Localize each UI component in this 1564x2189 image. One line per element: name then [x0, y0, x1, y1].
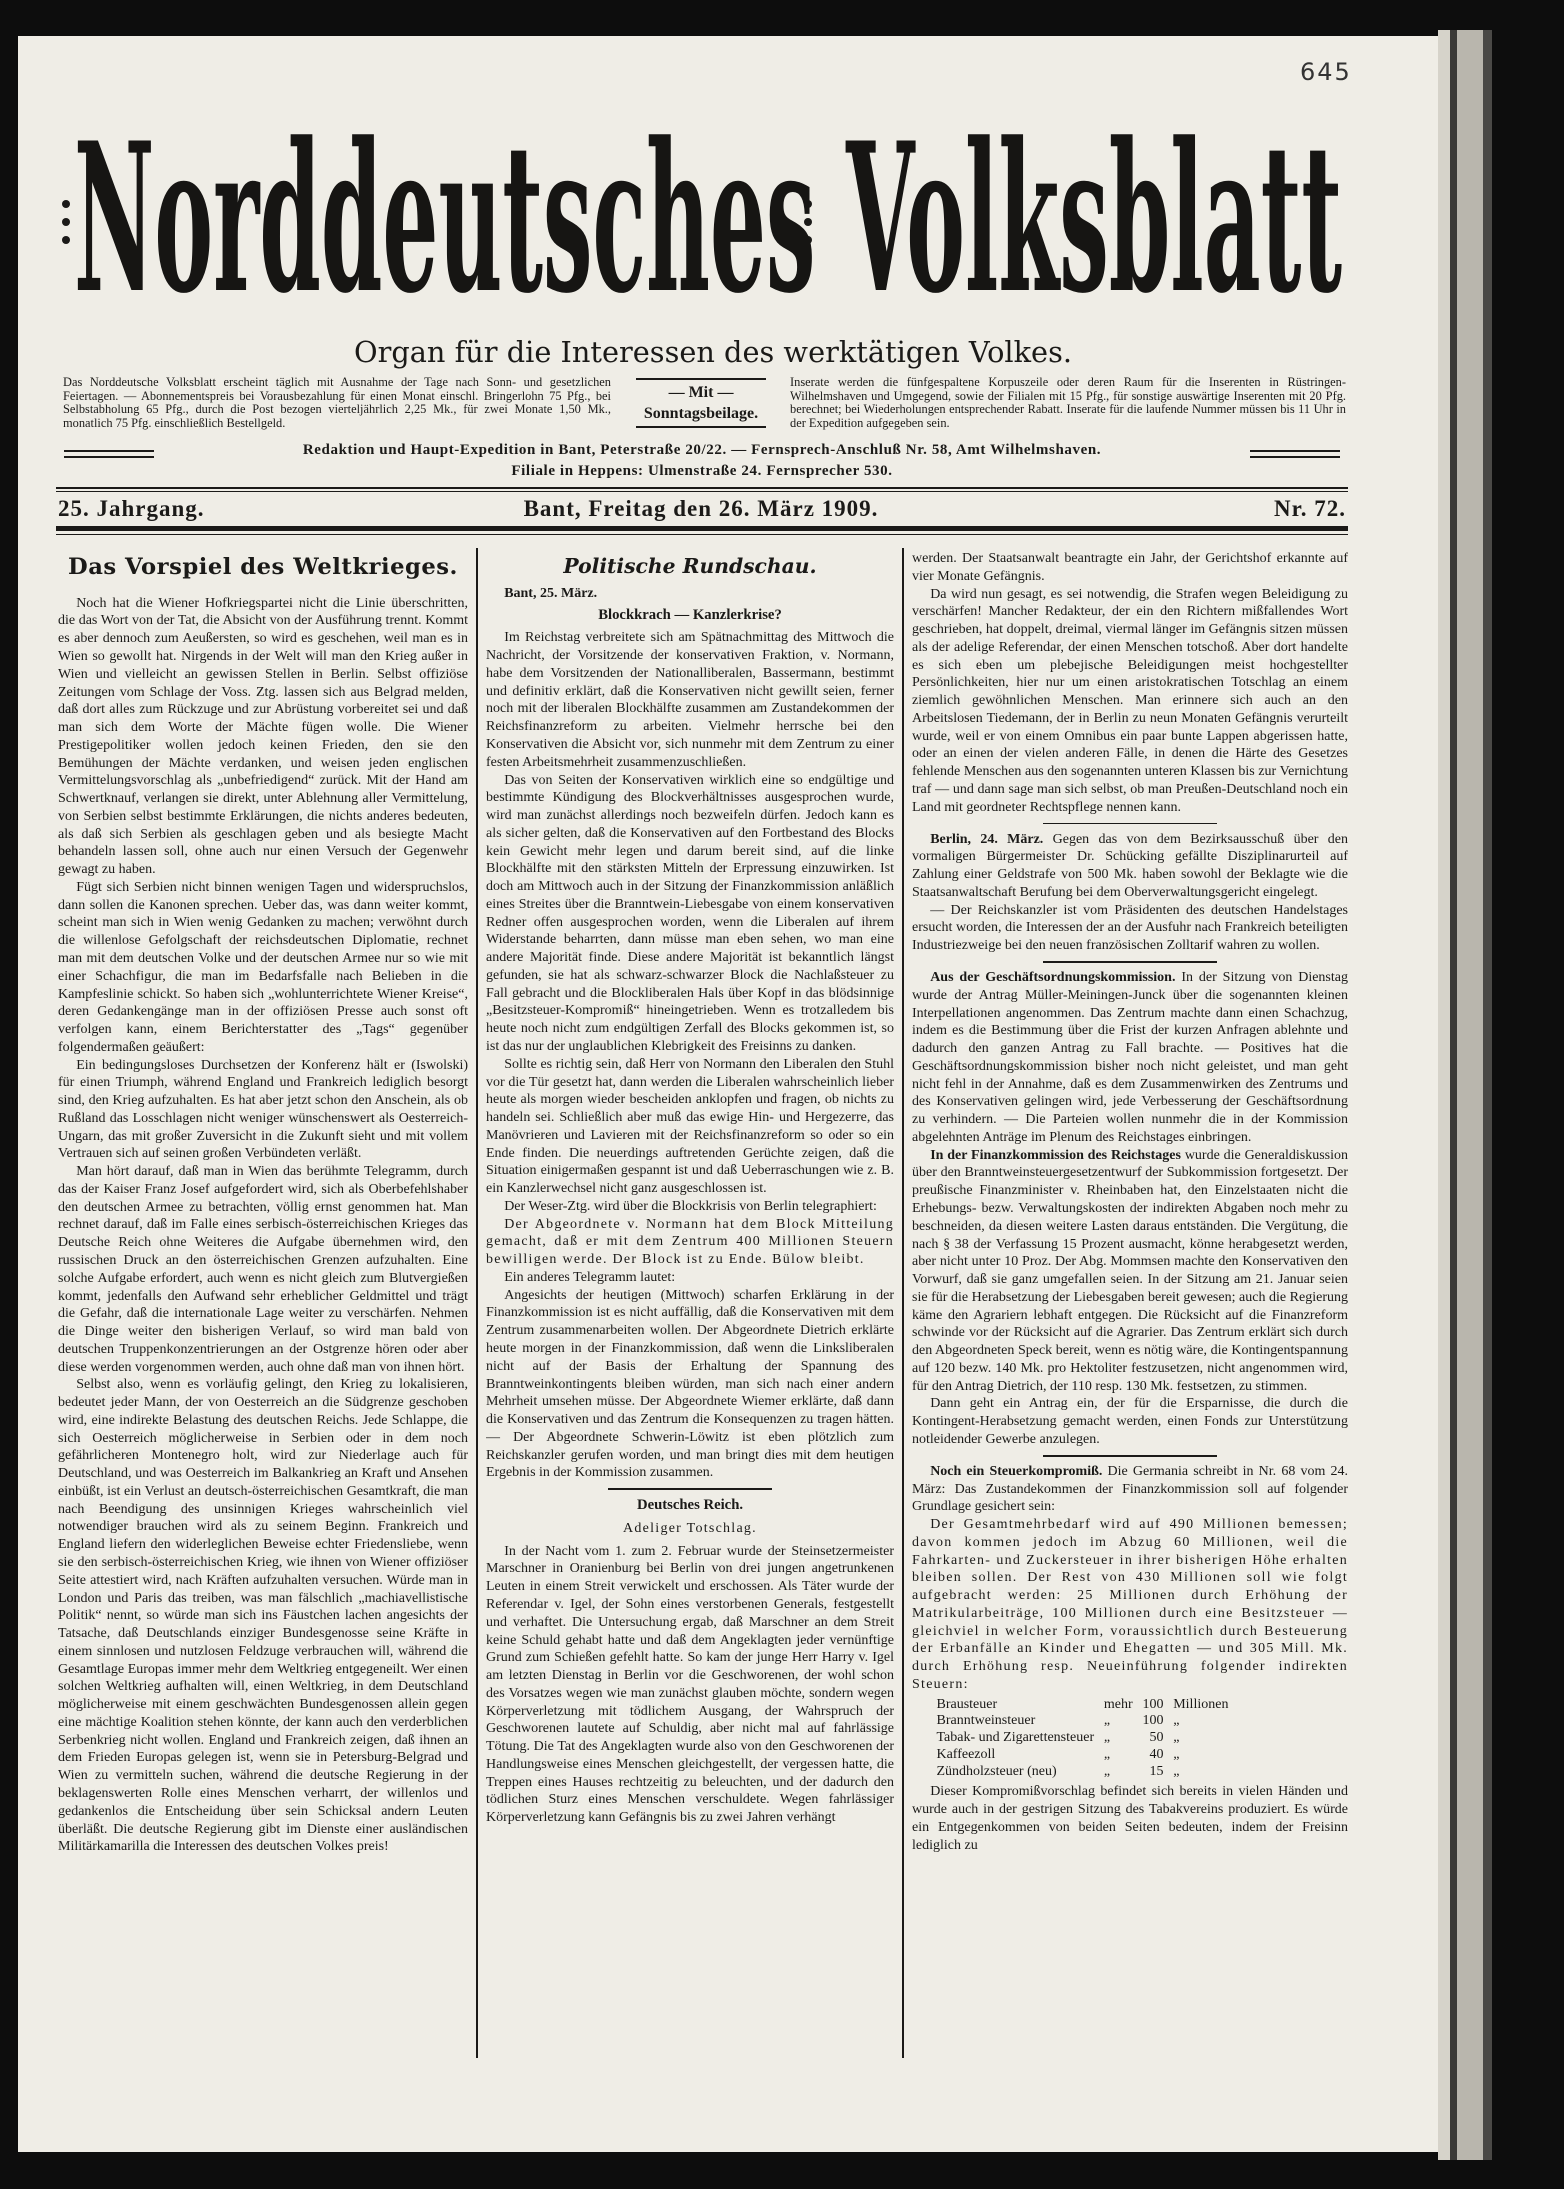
- tax-unit: Millionen: [1173, 1696, 1229, 1712]
- tax-amount: 40: [1149, 1746, 1164, 1762]
- article-subheading: Blockkrach — Kanzlerkrise?: [598, 606, 782, 623]
- binding-edge: [1438, 30, 1450, 2160]
- column-separator: [902, 548, 904, 2058]
- table-row: [932, 1747, 1234, 1764]
- tax-unit: „: [1173, 1763, 1180, 1779]
- article-paragraph: Dieser Kompromißvorschlag befindet sich bereits in vielen Händen und wurde auch in der gestrigen Sitzung des Tabakvereins produziert. Es würde ein Entgegenkommen von beiden Seiten bedeuten, indem der Freisinn lediglich zu: [912, 1784, 1348, 1853]
- tax-prefix: „: [1103, 1713, 1111, 1729]
- supplement-title: Sonntagsbeilage.: [643, 405, 759, 422]
- tax-prefix: mehr: [1103, 1696, 1133, 1712]
- tax-table: [932, 1697, 1234, 1781]
- masthead: [60, 112, 1350, 330]
- page-number: 645: [1300, 58, 1352, 86]
- supplement-note: [622, 376, 780, 436]
- news-body: Die Germania schreibt in Nr. 68 vom 24. März: Das Zustandekommen der Finanzkommission soll auf folgender Grundlage gesichert sein:: [912, 1463, 1348, 1515]
- divider-rule: [608, 1488, 771, 1490]
- divider-rule: [56, 491, 1348, 492]
- masthead-title: Norddeutsches Volksblatt: [74, 112, 1342, 330]
- news-lead: Aus der Geschäftsordnungskommission.: [930, 970, 1176, 986]
- article-paragraph: Da wird nun gesagt, es sei notwendig, die Strafen wegen Beleidigung zu verschärfen! Mancher Redakteur, der ein den Richtern mißfallendes Wort geschrieben, hat doppelt, dreimal, viermal länger im Gefängnis sitzen müssen als der adelige Referendar, der einen Menschen totschoß. Aber dort handelte es sich eben um plebejische Beleidigungen meist hochgestellter Persönlichkeiten, hier nur um einen aristokratischen Totschlag an einem ziemlich gewöhnlichen Menschen. Man erinnere sich auch an den Arbeitslosen Tiedemann, der in Berlin zu neun Monaten Gefängnis verurteilt wurde, weil er von einem Omnibus ein paar bunte Lappen abgerissen hatte, oder an einen der vielen anderen Fälle, in denen die Härte des Gesetzes fehlende Menschen aus den sogenannten unteren Klassen bis zur Vernichtung traf — und dann sage man sich selbst, ob man Preußen-Deutschland noch ein Land mit geordneter Rechtspflege nennen kann.: [912, 586, 1348, 815]
- tax-amount: 100: [1142, 1713, 1164, 1729]
- tax-prefix: „: [1103, 1746, 1111, 1762]
- article-paragraph: Selbst also, wenn es vorläufig gelingt, den Krieg zu lokalisieren, bedeutet jeder Mann, der von Oesterreich an die Südgrenze geschoben wird, eine indirekte Belastung des deutschen Reichs. Jede Schlappe, die sich Oesterreich möglicherweise in Serbien oder in dem noch gefährlicheren Montenegro holt, wird zur Niederlage auch für Deutschland, und was Oesterreich im Balkankrieg an Kraft und Ansehen einbüßt, ist ein Verlust an deutsch-österreichischen Gesamtkraft, die man nach Beendigung des unsinnigen Krieges wahrscheinlich viel notwendiger brauchen wird als zu seinem Beginn. Frankreich und England liefern den widerleglichen Beweise echter Friedensliebe, wenn sie den serbisch-österreichischen Krieg, wie ihnen von Wiener offiziöser Seite attestiert wird, nach Kräften aufzuhalten versuchen. Würde man in London und Paris das treiben, was man fälschlich „machiavellistische Politik“ nennt, so würde man sich ins Fäustchen lachen angesichts der Tatsache, daß Deutschlands einziger Bundesgenosse seine Kräfte in einem sinnlosen und nutzlosen Feldzuge verbrauchen will, während die Gesamtlage Europas immer mehr dem Weltkrieg entgegeneilt. Wer einen solchen Weltkrieg aufhalten will, einen Weltkrieg, in dem Deutschland möglicherweise mit einem geschwächten Bundesgenossen allein gegen eine mächtige Koalition stehen könnte, der kann auch den verderblichen Serbenkrieg nicht wollen. England und Frankreich zeigen, daß ihnen an dem Frieden Europas gelegen ist, wenn sie in Petersburg-Belgrad und Wien zu vermitteln suchen, während die deutsche Regierung in der beklagenswerten Rolle eines Menschen verharrt, der willenlos und gedankenlos die Entscheidung über sein Schicksal andern Leuten überläßt. Die deutsche Regierung gibt im Dienste einer ausländischen Militärkamarilla die Interessen des deutschen Volkes preis!: [58, 1377, 468, 1855]
- quoted-text: Der Gesamtmehrbedarf wird auf 490 Millionen bemessen; davon kommen jedoch im Abzug 60 Millionen, weil die Fahrkarten- und Zuckersteuer in ihrer bisherigen Höhe erhalten bleiben sollen. Der Rest von 430 Millionen soll wie folgt aufgebracht werden: 25 Millionen durch Erhöhung der Matrikularbeiträge, 100 Millionen durch eine Besitzsteuer — gleichviel in welcher Form, voraussichtlich durch Besteuerung der Erbanfälle an Kinder und Ehegatten — und 305 Mill. Mk. durch Erhöhung resp. Neueinführung folgender indirekten Steuern:: [912, 1517, 1348, 1692]
- article-paragraph: In der Nacht vom 1. zum 2. Februar wurde der Steinsetzermeister Marschner in Oranienburg bei Berlin von drei jungen angetrunkenen Leuten in einem Streit verwickelt und erschossen. Als Täter wurde der Referendar v. Igel, der Sohn eines verstorbenen Generals, festgestellt und verhaftet. Die Untersuchung ergab, daß Marschner an dem Streit keine Schuld gehabt hatte und daß dem Angeklagten jeder vernünftige Grund zum Schießen gefehlt hatte. So kam der junge Herr Harry v. Igel am letzten Dienstag in Berlin vor die Geschworenen, der wohl schon des Vorsatzes wegen wie man zunächst glauben möchte, sondern wegen Körperverletzung mit tödlichem Ausgang, der Wahrspruch der Geschworenen lautete auf Schuldig, aber nicht mal auf fahrlässige Tötung. Die Tat des Angeklagten wurde also von den Geschworenen der Handlungsweise eines Menschen gleichgestellt, der vergessen hatte, die Treppen eines Hauses rechtzeitig zu beleuchten, und der dadurch den tödlichen Sturz eines Menschen verschuldete. Wegen fahrlässiger Körperverletzung kann Gefängnis bis zu zwei Jahren verhängt: [486, 1543, 894, 1826]
- binding-edge: [1450, 30, 1457, 2160]
- column-1: [58, 550, 468, 2056]
- article-paragraph: Sollte es richtig sein, daß Herr von Normann den Liberalen den Stuhl vor die Tür gesetzt hat, dann werden die Liberalen wahrscheinlich lieber heute als morgen wieder bescheiden anklopfen und fragen, ob nichts zu handeln sei. Schließlich aber muß das ewige Hin- und Hergezerre, das Manövrieren und Lavieren mit der Reichsfinanzreform so oder so ein Ende finden. Die neuerdings auftretenden Gerüchte zeigen, daß die Situation einigermaßen gespannt ist und daß Ueberraschungen wie z. B. ein Kanzlerwechsel nicht ganz ausgeschlossen ist.: [486, 1056, 894, 1197]
- branch-address: Filiale in Heppens: Ulmenstraße 24. Fernsprecher 530.: [511, 463, 893, 479]
- news-lead: Noch ein Steuerkompromiß.: [930, 1463, 1103, 1479]
- issue-date: Bant, Freitag den 26. März 1909.: [523, 496, 879, 521]
- news-item: [912, 969, 1348, 1147]
- divider-rule: [1043, 823, 1217, 825]
- table-row: [932, 1764, 1234, 1781]
- volume-label: 25. Jahrgang.: [58, 496, 205, 521]
- tax-amount: 15: [1149, 1763, 1164, 1779]
- divider-rule: [1043, 1455, 1217, 1457]
- table-row: [932, 1713, 1234, 1730]
- divider-rule: [636, 426, 766, 428]
- tax-item: Zündholzsteuer (neu): [936, 1763, 1057, 1779]
- article-paragraph: Im Reichstag verbreitete sich am Spätnachmittag des Mittwoch die Nachricht, der Vorsitzende der konservativen Fraktion, v. Normann, habe dem Vorsitzenden der Nationalliberalen, Bassermann, bestimmt und definitiv erklärt, daß die Konservativen nicht gewillt seien, ferner noch mit der liberalen Blockhälfte zusammen am Zustandekommen der Reichsfinanzreform zu arbeiten. Vielmehr herrsche bei den Konservativen die Absicht vor, sich nunmehr mit dem Zentrum zu einer festen Arbeitsmehrheit zusammenzuschließen.: [486, 630, 894, 770]
- tax-item: Brausteuer: [936, 1696, 998, 1712]
- article-title: Das Vorspiel des Weltkrieges.: [68, 554, 458, 581]
- section-heading: Politische Rundschau.: [563, 554, 817, 579]
- tax-amount: 50: [1149, 1730, 1164, 1746]
- article-paragraph: Das von Seiten der Konservativen wirklich eine so endgültige und bestimmte Kündigung des Blockverhältnisses ausgesprochen wurde, wird man zunächst allerdings noch bezweifeln dürfen. Jedoch kann es als sicher gelten, daß die Konservativen auf den Fortbestand des Blocks kein Gewicht mehr legen und darum bereit sind, auf die linke Blockhälfte mit den stärksten Mitteln der Erpressung einzuwirken. Ist doch am Mittwoch auch in der Sitzung der Finanzkommission anläßlich eines Streites über die Branntwein-Liebesgabe von einem konservativen Redner offen ausgesprochen worden, wenn die Liberalen auf ihrem Widerstande beharrten, dann müsse man eben sehen, wo man eine andere Majorität finde. Diese andere Majorität ist bekanntlich längst gefunden, sie hat als schwarz-schwarzer Block die Nachlaßsteuer zu Fall gebracht und die Blockliberalen Hals über Kopf in das blödsinnige „Besitzsteuer-Kompromiß“ hineingetrieben. Wenn es trotzalledem bis heute noch nicht zum endgültigen Zerfall des Blocks gekommen ist, so ist das nur der unglaublichen Klebrigkeit des Freisinns zu danken.: [486, 772, 894, 1054]
- tax-item: Branntweinsteuer: [936, 1713, 1036, 1729]
- tax-amount: 100: [1142, 1696, 1164, 1712]
- news-body: wurde die Generaldiskussion über den Branntweinsteuergesetzentwurf der Subkommission fortgesetzt. Der preußische Finanzminister v. Rheinbaben hat, den Einzelstaaten nicht die Erhebungs- bezw. Verwaltungskosten der indirekten Abgaben noch mehr zu beschneiden, da diesen weitere Lasten daraus entständen. Die Vergütung, die nach § 38 der Verfassung 15 Prozent ausmacht, könne herabgesetzt werden, aber nicht unter 10 Proz. Der Abg. Mommsen machte den Konservativen den Vorwurf, daß sie ganz umgefallen seien. In der Sitzung am 21. Januar seien sie für die Herabsetzung der Liebesgaben bereit gewesen; auch die Regierung käme den Agrariern lebhaft entgegen. Die Rücksicht auf die Finanzreform schwinde vor der Rücksicht auf die Agrarier. Das Zentrum erklärt sich durch den Abgeordneten Speck bereit, wenn es nötig wäre, die Kontingentspannung auf 120 bezw. 140 Mk. pro Hektoliter festzusetzen, nicht angenommen wird, für den Antrag Dietrich, der 110 resp. 130 Mk. festsetzen, zu stimmen.: [912, 1147, 1348, 1394]
- news-body: Gegen das von dem Bezirksausschuß über den vormaligen Bürgermeister Dr. Schücking gefällte Disziplinarurteil auf Zahlung einer Geldstrafe von 500 Mk. haben sowohl der Beklagte wie die Staatsanwaltschaft Berufung bei dem Oberverwaltungsgericht eingelegt.: [912, 831, 1348, 900]
- divider-rule: [56, 534, 1348, 535]
- article-subheading: Adeliger Totschlag.: [623, 1521, 757, 1537]
- supplement-label: — Mit —: [668, 384, 734, 401]
- news-item: [912, 1463, 1348, 1516]
- news-item: [912, 831, 1348, 902]
- binding-edge: [1483, 30, 1492, 2160]
- tax-unit: „: [1173, 1746, 1180, 1762]
- tax-unit: „: [1173, 1730, 1180, 1746]
- telegram-intro: Ein anderes Telegramm lautet:: [504, 1269, 676, 1285]
- article-paragraph: Man hört darauf, daß man in Wien das berühmte Telegramm, durch das der Kaiser Franz Josef aufgefordert wird, sich als Oberbefehlshaber den deutschen Armee zu betrachten, völlig ernst genommen hat. Man rechnet darauf, daß im Falle eines serbisch-österreichischen Krieges das Deutsche Reich ohne Weiteres die Aufgabe übernehmen wird, den russischen Druck an den österreichischen Grenzen aufzuhalten. Eine solche Aufgabe erfordert, auch wenn es nicht gleich zum Blutvergießen kommt, jedenfalls den Aufwand sehr erheblicher Geldmittel und trägt die Gefahr, daß die internationale Lage weiter zu verschärfen. Nehmen die Dinge weiter den bisherigen Verlauf, so wird man bald von deutschen Truppenkonzentrierungen an der Ostgrenze hören oder aber diese werden vorgenommen werden, auch ohne daß man von ihnen hört.: [58, 1164, 468, 1375]
- issue-number: Nr. 72.: [1274, 496, 1346, 521]
- divider-rule: [1250, 450, 1340, 458]
- news-lead: Berlin, 24. März.: [930, 831, 1044, 847]
- divider-rule: [56, 487, 1348, 489]
- place-date: Bant, 25. März.: [504, 585, 598, 601]
- divider-rule: [56, 526, 1348, 531]
- news-lead: In der Finanzkommission des Reichstages: [930, 1147, 1181, 1163]
- tax-prefix: „: [1103, 1763, 1111, 1779]
- telegram-text: Der Abgeordnete v. Normann hat dem Block Mitteilung gemacht, daß er mit dem Zentrum 400 Millionen Steuern bewilligen werde. Der Block ist zu Ende. Bülow bleibt.: [486, 1216, 894, 1268]
- news-body: In der Sitzung von Dienstag wurde der Antrag Müller-Meiningen-Junck über die sogenannten kleinen Interpellationen angenommen. Das Zentrum machte dann einen Schachzug, indem es die Bestimmung über die Frist der kurzen Anfragen ablehnte und dadurch den ganzen Antrag zu Fall brachte. — Positives hat die Geschäftsordnungskommission bisher noch nicht geleistet, und man geht nicht fehl in der Annahme, daß es dem Zusammenwirken des Zentrums und des Konservativen gelingen wird, jede Verbesserung der Geschäftsordnung zu verhindern. — Die Parteien wollen nunmehr die in der Kommission abgelehnten Anträge im Plenum des Reichstages einbringen.: [912, 970, 1348, 1145]
- table-row: [932, 1697, 1234, 1714]
- advertising-info: Inserate werden die fünfgespaltene Korpuszeile oder deren Raum für die Inserenten in Rüstringen-Wilhelmshaven und Umgegend, sowie der Filialen mit 15 Pfg., für sonstige auswärtige Inserenten mit 20 Pfg. berechnet; bei Wiederholungen entsprechender Rabatt. Inserate für die laufende Nummer müssen bis 11 Uhr in der Expedition aufgegeben sein.: [790, 376, 1346, 430]
- telegram-intro: Der Weser-Ztg. wird über die Blockkrisis von Berlin telegraphiert:: [504, 1198, 877, 1214]
- tax-item: Kaffeezoll: [936, 1746, 996, 1762]
- article-paragraph: werden. Der Staatsanwalt beantragte ein Jahr, der Gerichtshof erkannte auf vier Monate Gefängnis.: [912, 551, 1348, 584]
- news-item: — Der Reichskanzler ist vom Präsidenten des deutschen Handelstages ersucht worden, die Interessen der an der Ausfuhr nach Frankreich beteiligten Industriezweige bei den neuen französischen Zolltarif wahren zu wollen.: [912, 902, 1348, 954]
- tax-unit: „: [1173, 1713, 1180, 1729]
- column-separator: [476, 548, 478, 2058]
- column-2: [486, 550, 894, 2056]
- article-paragraph: Noch hat die Wiener Hofkriegspartei nicht die Linie überschritten, die das Wort von der Tat, die Absicht von der Ausführung trennt. Kommt es aber dennoch zum Aeußersten, so wird es geschehen, weil man es in Wien so gewollt hat. Nirgends in der Welt will man den Krieg außer in Wien und vielleicht an gewissen Stellen in Berlin. Selbst offiziöse Zeitungen vom Schlage der Voss. Ztg. lassen sich aus Belgrad melden, daß dort alles zum Rückzuge und zur Abrüstung vorbereitet sei und daß man sich dem Worte der Mächte fügen wolle. Die Wiener Prestigepolitiker wollen jedoch keinen Frieden, den sie den Bemühungen der Mächte verdanken, und weisen jeden englischen Vermittelungsvorschlag als „unbefriedigend“ zurück. Mit der Hand am Schwertknauf, verlangen sie direkt, unter Ablehnung aller Vermittelung, von Serbien selbst bestimmte Erklärungen, die nichts anderes bedeuten, als daß sich Serbien als geschlagen geben und als besiegte Macht behandeln lassen soll, ohne auch nur einen Versuch der Gegenwehr gewagt zu haben.: [58, 595, 468, 878]
- masthead-subtitle-box: [350, 330, 1078, 374]
- tax-item: Tabak- und Zigarettensteuer: [936, 1730, 1095, 1746]
- article-paragraph: Fügt sich Serbien nicht binnen wenigen Tagen und widerspruchslos, dann sollen die Kanonen sprechen. Ueber das, was dann weiter kommt, scheint man sich in Wien wenig Gedanken zu machen; verwöhnt durch die willenlose Gefolgschaft der reichsdeutschen Diplomatie, rechnet man mit dem deutschen Volke und der deutschen Armee nur so wie mit einer Schachfigur, die man im Bedarfsfalle nach Belieben in die Kampfeslinie schickt. So haben sich „wohlunterrichtete Wiener Kreise“, deren Gedankengänge man in der offiziösen Presse auch sonst oft verfolgen kann, einem Berichterstatter des „Tags“ gegenüber folgendermaßen geäußert:: [58, 879, 468, 1055]
- masthead-subtitle: Organ für die Interessen des werktätigen Volkes.: [354, 335, 1072, 369]
- binding-edge: [1457, 30, 1483, 2160]
- article-paragraph: Dann geht ein Antrag ein, der für die Ersparnisse, die durch die Kontingent-Herabsetzung gemacht werden, einen Fonds zur Unterstützung notleidender Gewerbe anzulegen.: [912, 1396, 1348, 1447]
- subscription-info: Das Norddeutsche Volksblatt erscheint täglich mit Ausnahme der Tage nach Sonn- und gesetzlichen Feiertagen. — Abonnementspreis bei Vorausbezahlung für einen Monat einschl. Bringerlohn 75 Pfg., bei Selbstabholung 65 Pfg., durch die Post bezogen vierteljährlich 2,25 Mk., für zwei Monate 1,50 Mk., monatlich 75 Pfg. einschließlich Bestellgeld.: [63, 376, 611, 430]
- news-item: [912, 1147, 1348, 1396]
- table-row: [932, 1730, 1234, 1747]
- column-3: [912, 550, 1348, 2056]
- editorial-address: Redaktion und Haupt-Expedition in Bant, Peterstraße 20/22. — Fernsprech-Anschluß Nr. 58, Amt Wilhelmshaven.: [302, 442, 1102, 458]
- divider-rule: [636, 378, 766, 380]
- article-quote: Ein bedingungsloses Durchsetzen der Konferenz hält er (Iswolski) für einen Triumph, während England und Frankreich lediglich besorgt sind, den Krieg aufzuhalten. Es hat aber jetzt schon den Anschein, als ob Rußland das Losschlagen nicht weniger wünschenswert als Oesterreich-Ungarn, das mit großer Zuversicht in die Zukunft sieht und mit vollem Vertrauen sich auf seinen großen Verbündeten verläßt.: [58, 1057, 468, 1162]
- telegram-text: Angesichts der heutigen (Mittwoch) scharfen Erklärung in der Finanzkommission ist es nicht auffällig, daß die Konservativen mit dem Zentrum zusammenarbeiten wollen. Der Abgeordnete Dietrich erklärte heute morgen in der Finanzkommission, daß wenn die Linksliberalen nicht auf der Basis der Erhaltung der Spannung des Branntweinkontingents bleiben würden, man sich nach einer andern Mehrheit umsehen müsse. Der Abgeordnete Wiemer erklärte, daß dann die Konservativen und das Zentrum die Konsequenzen zu tragen hätten. — Der Abgeordnete Schwerin-Löwitz ist eben plötzlich zum Reichskanzler gerufen worden, und man bringt dies mit dem heutigen Ergebnis in der Kommission zusammen.: [486, 1287, 894, 1481]
- tax-prefix: „: [1103, 1730, 1111, 1746]
- section-heading: Deutsches Reich.: [636, 1497, 744, 1514]
- divider-rule: [1043, 961, 1217, 963]
